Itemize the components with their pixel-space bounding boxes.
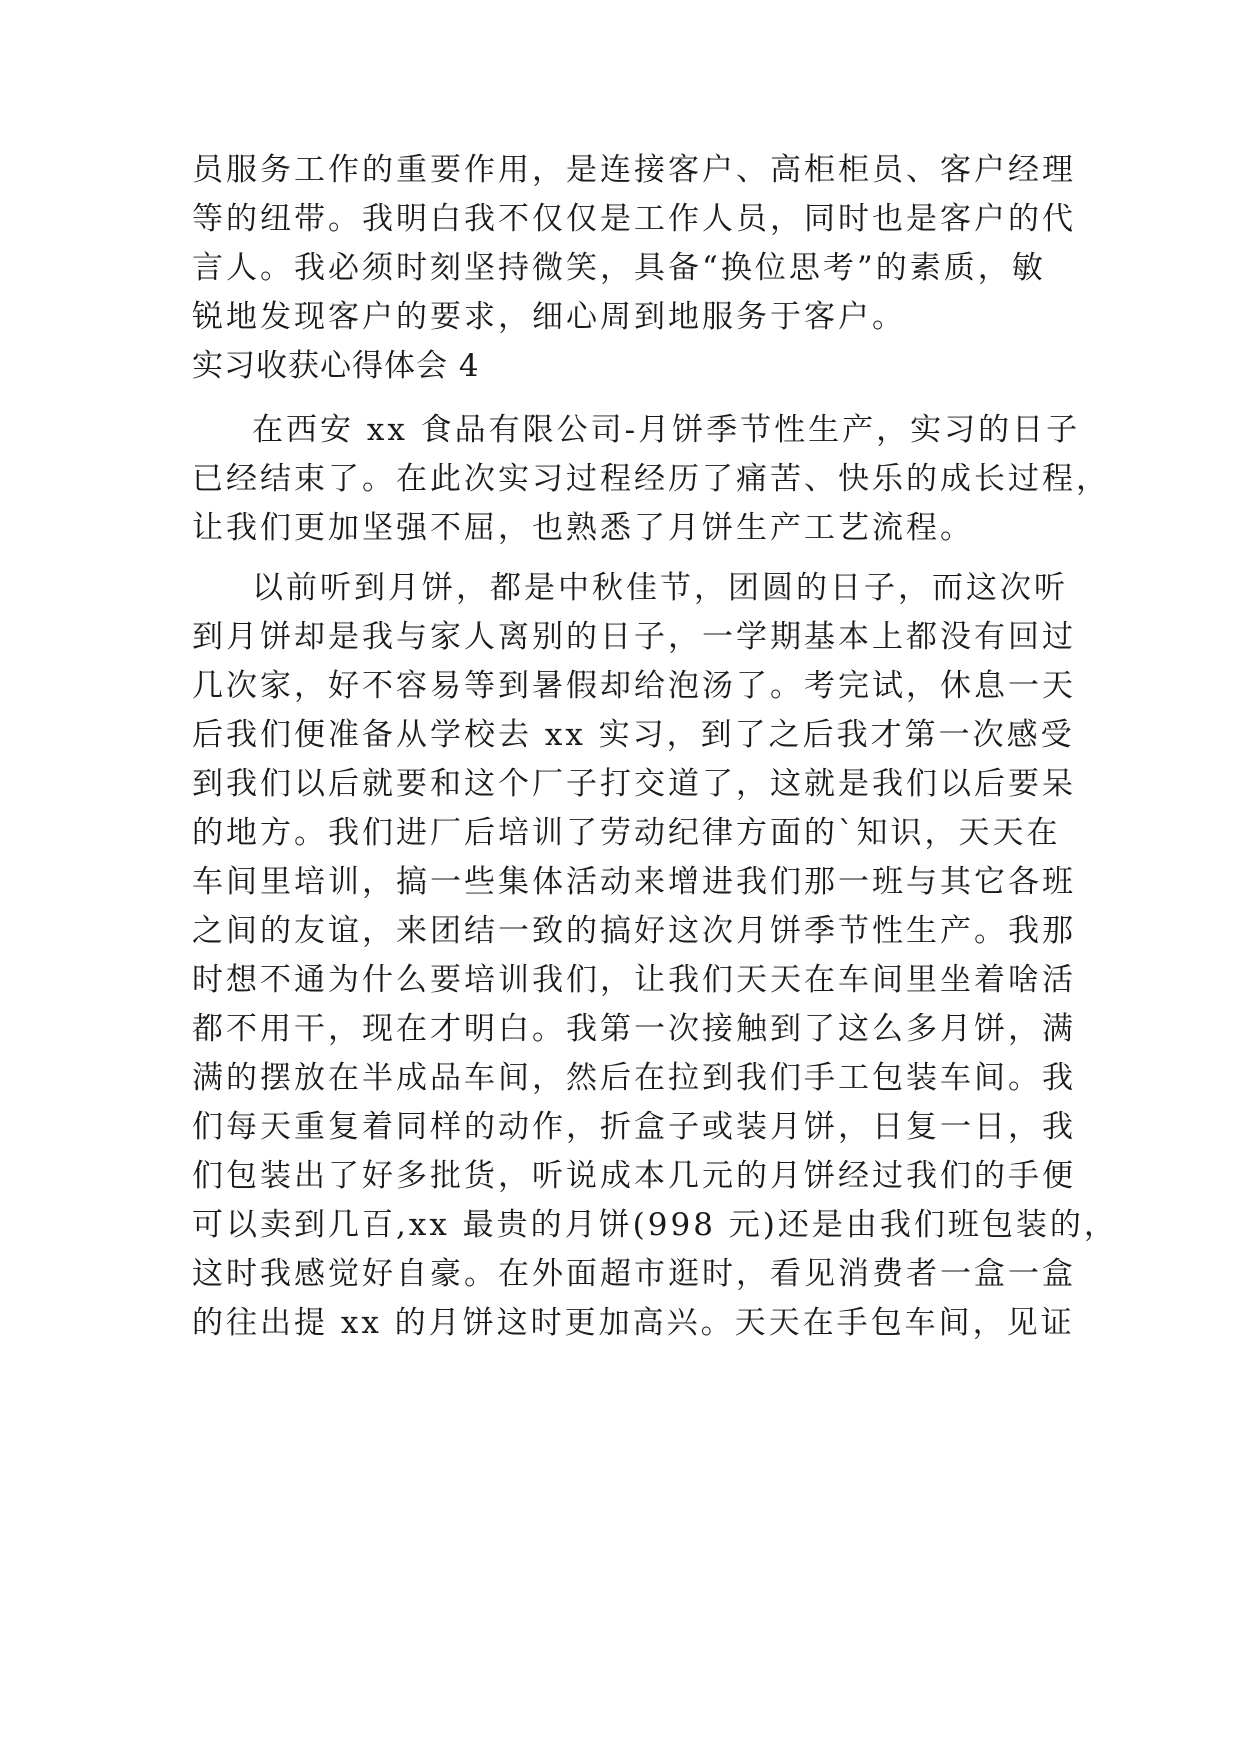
text-line: 到我们以后就要和这个厂子打交道了，这就是我们以后要呆 — [192, 766, 1076, 802]
text-line: 已经结束了。在此次实习过程经历了痛苦、快乐的成长过程， — [192, 461, 1110, 497]
text-line: 让我们更加坚强不屈，也熟悉了月饼生产工艺流程。 — [192, 510, 974, 546]
text-line: 之间的友谊，来团结一致的搞好这次月饼季节性生产。我那 — [192, 913, 1076, 949]
text-line: 几次家，好不容易等到暑假却给泡汤了。考完试，休息一天 — [192, 668, 1076, 704]
text-line: 员服务工作的重要作用，是连接客户、高柜柜员、客户经理 — [192, 152, 1076, 188]
text-line: 这时我感觉好自豪。在外面超市逛时，看见消费者一盒一盒 — [192, 1256, 1076, 1292]
text-line: 的往出提 xx 的月饼这时更加高兴。天天在手包车间，见证 — [192, 1305, 1075, 1341]
text-line: 们每天重复着同样的动作，折盒子或装月饼，日复一日，我 — [192, 1109, 1076, 1145]
text-line: 时想不通为什么要培训我们，让我们天天在车间里坐着啥活 — [192, 962, 1076, 998]
text-line: 都不用干，现在才明白。我第一次接触到了这么多月饼，满 — [192, 1011, 1076, 1047]
text-line: 锐地发现客户的要求，细心周到地服务于客户。 — [192, 299, 906, 335]
text-line: 车间里培训，搞一些集体活动来增进我们那一班与其它各班 — [192, 864, 1076, 900]
text-line: 满的摆放在半成品车间，然后在拉到我们手工包装车间。我 — [192, 1060, 1076, 1096]
paragraph-first-line: 以前听到月饼，都是中秋佳节，团圆的日子，而这次听 — [252, 570, 1068, 606]
text-line: 后我们便准备从学校去 xx 实习，到了之后我才第一次感受 — [192, 717, 1075, 753]
text-line: 到月饼却是我与家人离别的日子，一学期基本上都没有回过 — [192, 619, 1076, 655]
text-line: 等的纽带。我明白我不仅仅是工作人员，同时也是客户的代 — [192, 201, 1076, 237]
text-line: 的地方。我们进厂后培训了劳动纪律方面的`知识，天天在 — [192, 815, 1061, 851]
text-line: 言人。我必须时刻坚持微笑，具备“换位思考”的素质，敏 — [192, 250, 1046, 286]
paragraph-first-line: 在西安 xx 食品有限公司-月饼季节性生产，实习的日子 — [252, 412, 1081, 448]
section-heading: 实习收获心得体会 4 — [192, 348, 480, 384]
text-line: 们包装出了好多批货，听说成本几元的月饼经过我们的手便 — [192, 1158, 1076, 1194]
text-line: 可以卖到几百,xx 最贵的月饼(998 元)还是由我们班包装的， — [192, 1207, 1118, 1243]
